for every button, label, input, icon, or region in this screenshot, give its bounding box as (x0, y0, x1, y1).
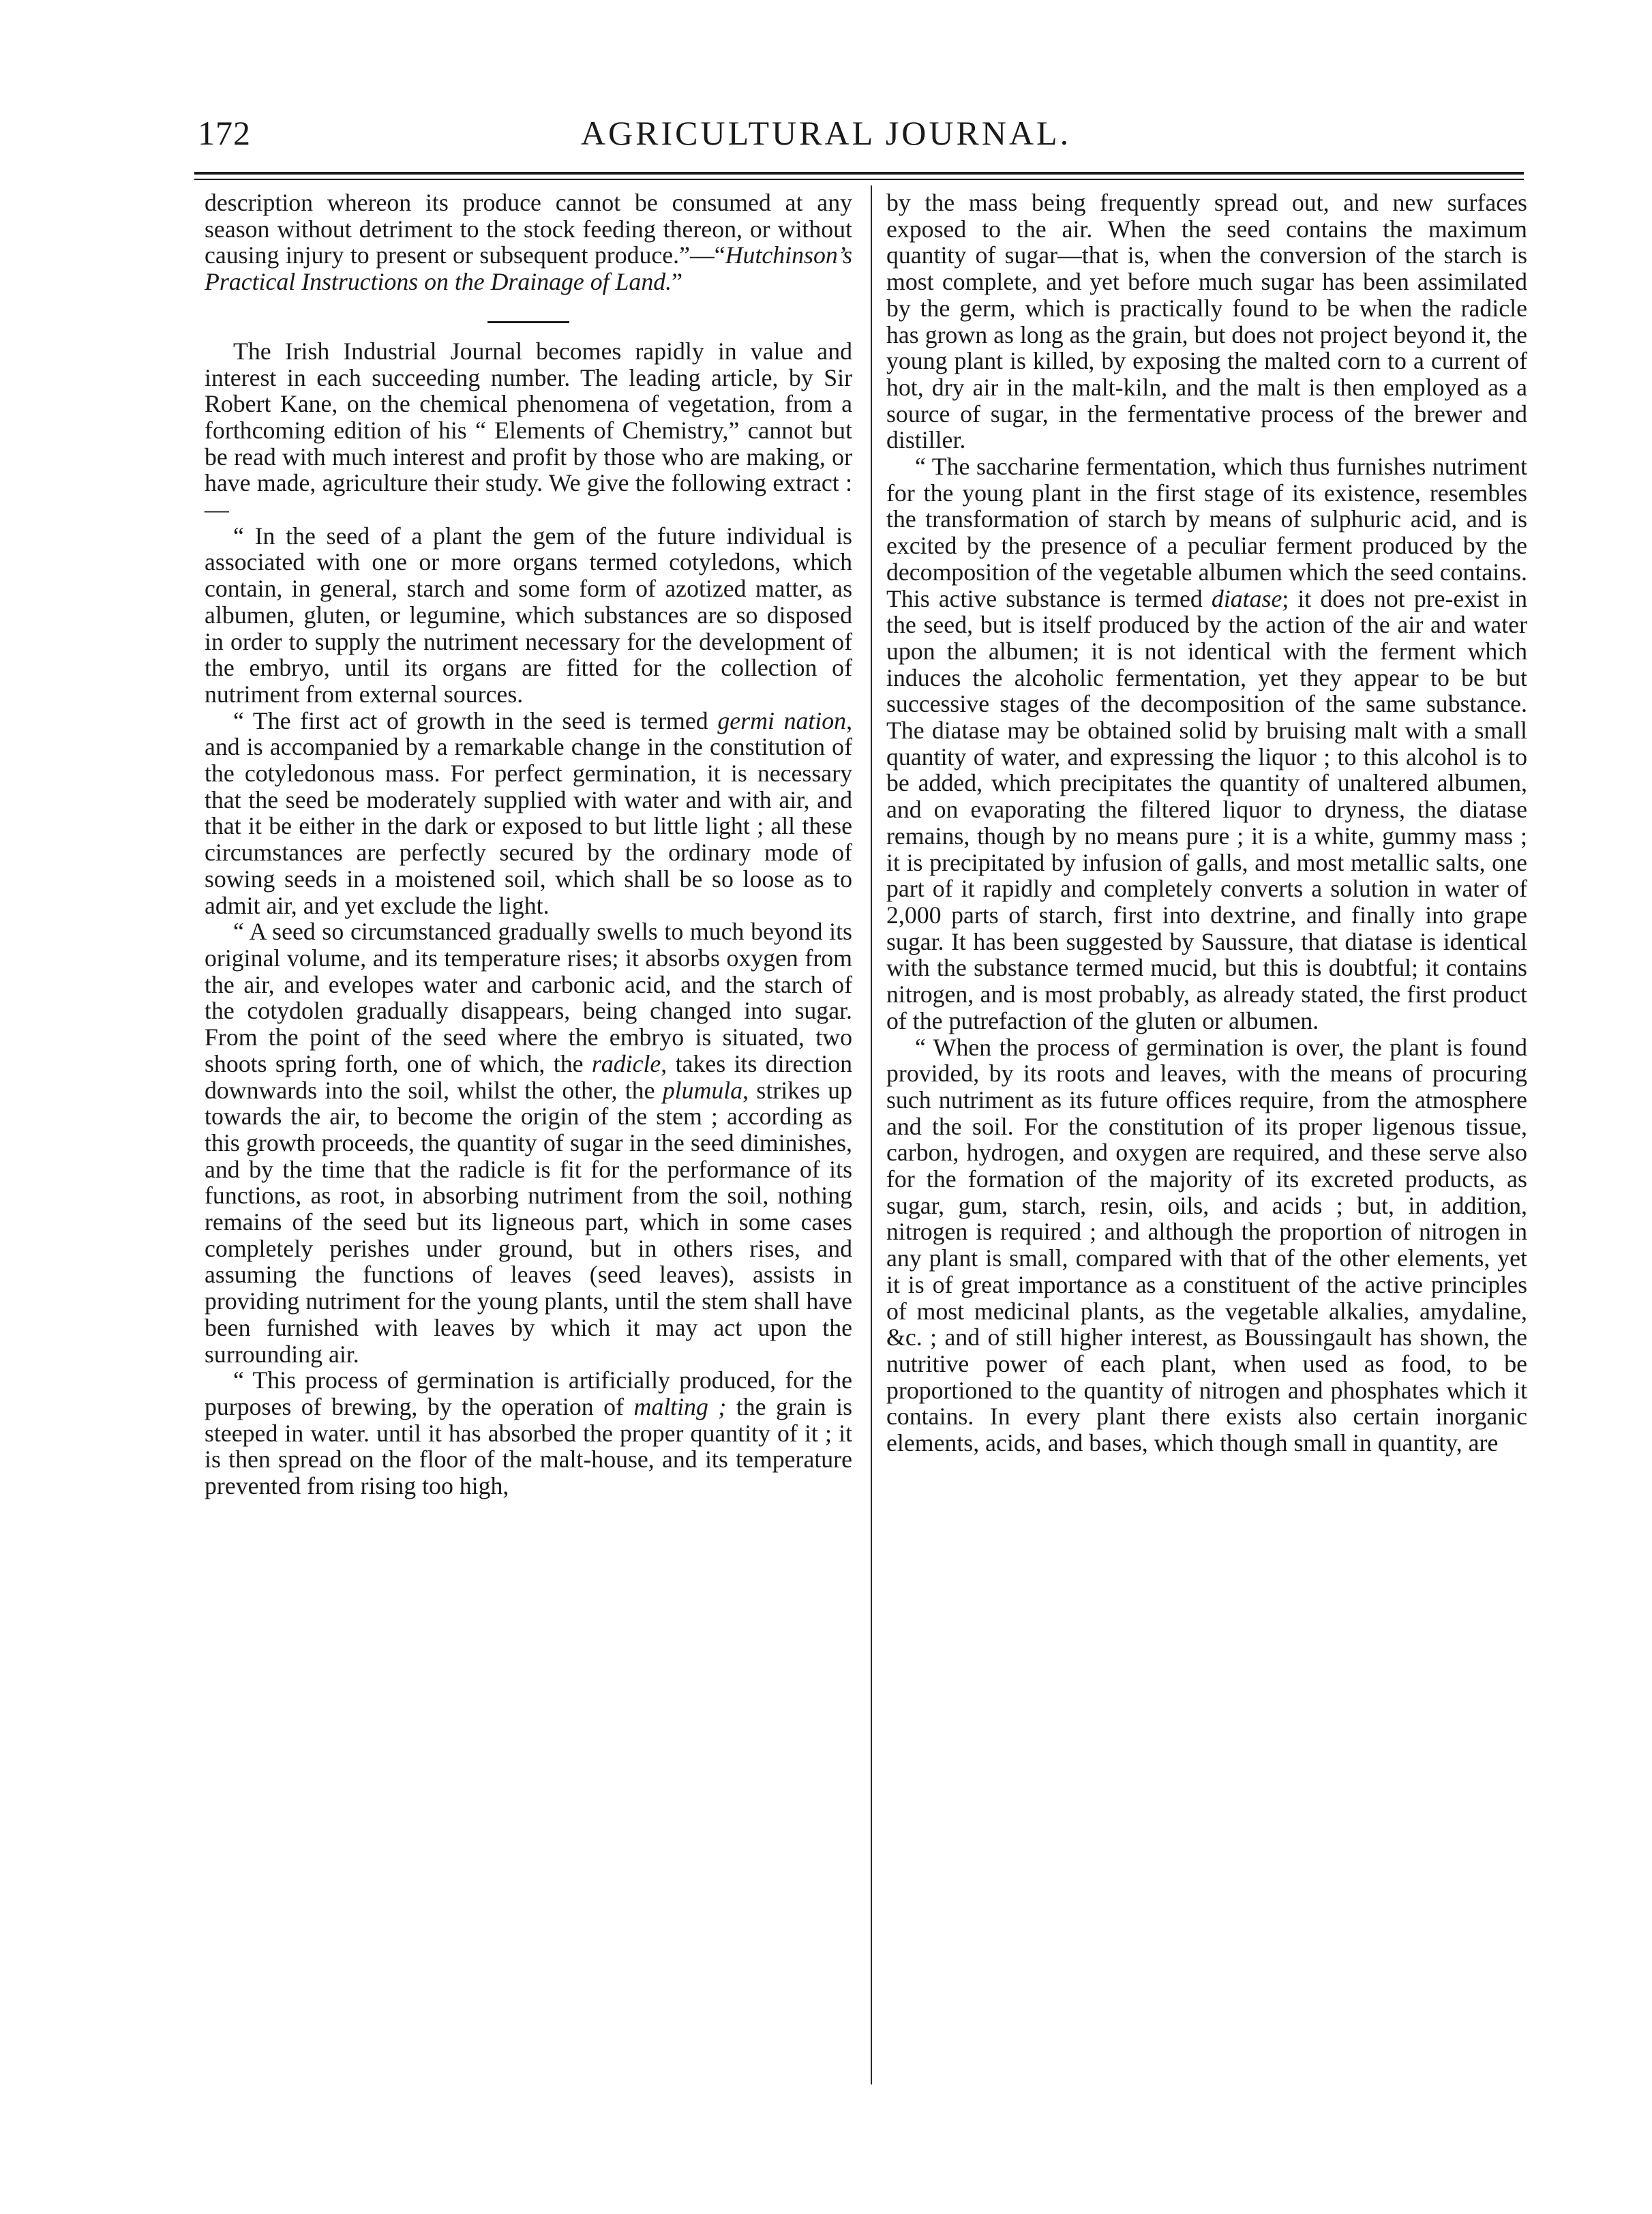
text-run: , takes its direction downwards into the soil, whilst the other, the (205, 1049, 852, 1104)
term-diatase: diatase (1211, 584, 1282, 612)
section-divider (487, 321, 569, 323)
paragraph-seed-growth (205, 918, 852, 1367)
citation-title: Hutchinson’s Practical Instructions on the Drainage of Land. (205, 241, 852, 296)
quote-close: ” (672, 268, 682, 296)
paragraph-journal-intro: The Irish Industrial Journal becomes rapidly in value and interest in each succeeding number. The leading article, by Sir Robert Kane, on the chemical phenomena of vegetation, from a forthcoming edition of his “ Elements of Chemistry,” cannot but be read with much interest and profit by those who are making, or have made, agriculture their study. We give the following extract :— (205, 337, 852, 524)
paragraph-diatase (886, 453, 1527, 1034)
left-column (205, 190, 852, 1499)
term-malting: malting ; (633, 1392, 727, 1420)
paragraph-malt-kiln: by the mass being frequently spread out, and new surfaces exposed to the air. When the seed contains the maximum quantity of sugar—that is, when the conversion of the starch is most complete, and yet before much sugar has been assimilated by the germ, which is practically found to be when the radicle has grown as long as the grain, but does not project beyond it, the young plant is killed, by exposing the malted corn to a current of hot, dry air in the malt-kiln, and the malt is then employed as a source of sugar, in the fermentative process of the brewer and distiller. (886, 189, 1527, 454)
paragraph-malting (205, 1367, 852, 1499)
paragraph-germination (205, 708, 852, 919)
text-run: “ This process of germination is artificially produced, for the purposes of brewing, by the operation of (205, 1366, 852, 1420)
paragraph-seed-cotyledons: “ In the seed of a plant the gem of the future individual is associated with one or more organs termed cotyledons, which contain, in general, starch and some form of azotized matter, as albumen, gluten, or legumine, which substances are so disposed in order to supply the nutriment necessary for the development of the embryo, until its organs are fitted for the collection of nutriment from external sources. (205, 522, 852, 708)
term-radicle: radicle (591, 1049, 661, 1077)
text-run: “ A seed so circumstanced gradually swells to much beyond its original volume, and its temperature rises; it absorbs oxygen from the air, and evelopes water and carbonic acid, and the starch of the cotydolen gradually disappears, being changed into sugar. From the point of the seed where the embryo is situated, two shoots spring forth, one of which, the (205, 918, 852, 1077)
quote-text: description whereon its produce cannot be consumed at any season without detriment to the stock feeding thereon, or without causing injury to present or subsequent produce.”—“ (205, 189, 852, 269)
running-head-title: AGRICULTURAL JOURNAL. (580, 114, 1072, 152)
text-run: , and is accompanied by a remarkable change in the constitution of the cotyledonous mass. For perfect germination, it is necessary that the seed be moderately supplied with water and with air, and that it be either in the dark or exposed to but little light ; all these circumstances are perfectly secured by the ordinary mode of sowing seeds in a moistened soil, which shall be so loose as to admit air, and yet exclude the light. (205, 706, 853, 919)
text-run: , strikes up towards the air, to become the origin of the stem ; according as this growth proceeds, the quantity of sugar in the seed diminishes, and by the time that the radicle is fit for the performance of its functions, as root, in absorbing nutriment from the soil, nothing remains of the seed but its ligneous part, which in some cases completely perishes under ground, but in others rises, and assuming the functions of leaves (seed leaves), assists in providing nutriment for the young plants, until the stem shall have been furnished with leaves by which it may act upon the surrounding air. (205, 1076, 852, 1368)
text-run: the grain is steeped in water. until it has absorbed the proper quantity of it ; it is then spread on the floor of the malt-house, and its temperature prevented from rising too high, (205, 1392, 852, 1500)
header-rule (194, 172, 1524, 175)
text-run: “ The saccharine fermentation, which thus furnishes nutriment for the young plant in the first stage of its existence, resembles the transformation of starch by means of sulphuric acid, and is excited by the presence of a peculiar ferment produced by the decomposition of the vegetable albumen which the seed contains. This active substance is termed (886, 453, 1527, 612)
term-germination: germi nation (717, 706, 847, 734)
term-plumula: plumula (662, 1076, 743, 1104)
page-number: 172 (198, 114, 251, 152)
text-run: “ The first act of growth in the seed is termed (233, 706, 718, 734)
paragraph-drainage-quote (205, 190, 852, 295)
column-divider (871, 185, 872, 2084)
text-run: ; it does not pre-exist in the seed, but is itself produced by the action of the air and water upon the albumen; it is not identical with the ferment which induces the alcoholic fermentation, yet they appear to be but successive stages of the decomposition of the same substance. The diatase may be obtained solid by bruising malt with a small quantity of water, and expressing the liquor ; to this alcohol is to be added, which precipitates the quantity of unaltered albumen, and on evaporating the filtered liquor to dryness, the diatase remains, though by no means pure ; it is a white, gummy mass ; it is precipitated by infusion of galls, and most metallic salts, one part of it rapidly and completely converts a solution in water of 2,000 parts of starch, first into dextrine, and finally into grape sugar. It has been suggested by Saussure, that diatase is identical with the substance termed mucid, but this is doubtful; it contains nitrogen, and is most probably, as already stated, the first product of the putrefaction of the gluten or albumen. (886, 584, 1527, 1034)
header-rule-thin (194, 179, 1524, 180)
paragraph-plant-nutrition: “ When the process of germination is over, the plant is found provided, by its roots and leaves, with the means of procuring such nutriment as its future offices require, from the atmosphere and the soil. For the constitution of its proper ligenous tissue, carbon, hydrogen, and oxygen are required, and these serve also for the formation of the majority of its excreted products, as sugar, gum, starch, resin, oils, and acids ; but, in addition, nitrogen is required ; and although the proportion of nitrogen in any plant is small, compared with that of the other elements, yet it is of great importance as a constituent of the active principles of most medicinal plants, as the vegetable alkalies, amydaline, &c. ; and of still higher interest, as Boussingault has shown, the nutritive power of each plant, when used as food, to be proportioned to the quantity of nitrogen and phosphates which it contains. In every plant there exists also certain inorganic elements, acids, and bases, which though small in quantity, are (886, 1033, 1527, 1457)
right-column (886, 190, 1527, 1456)
